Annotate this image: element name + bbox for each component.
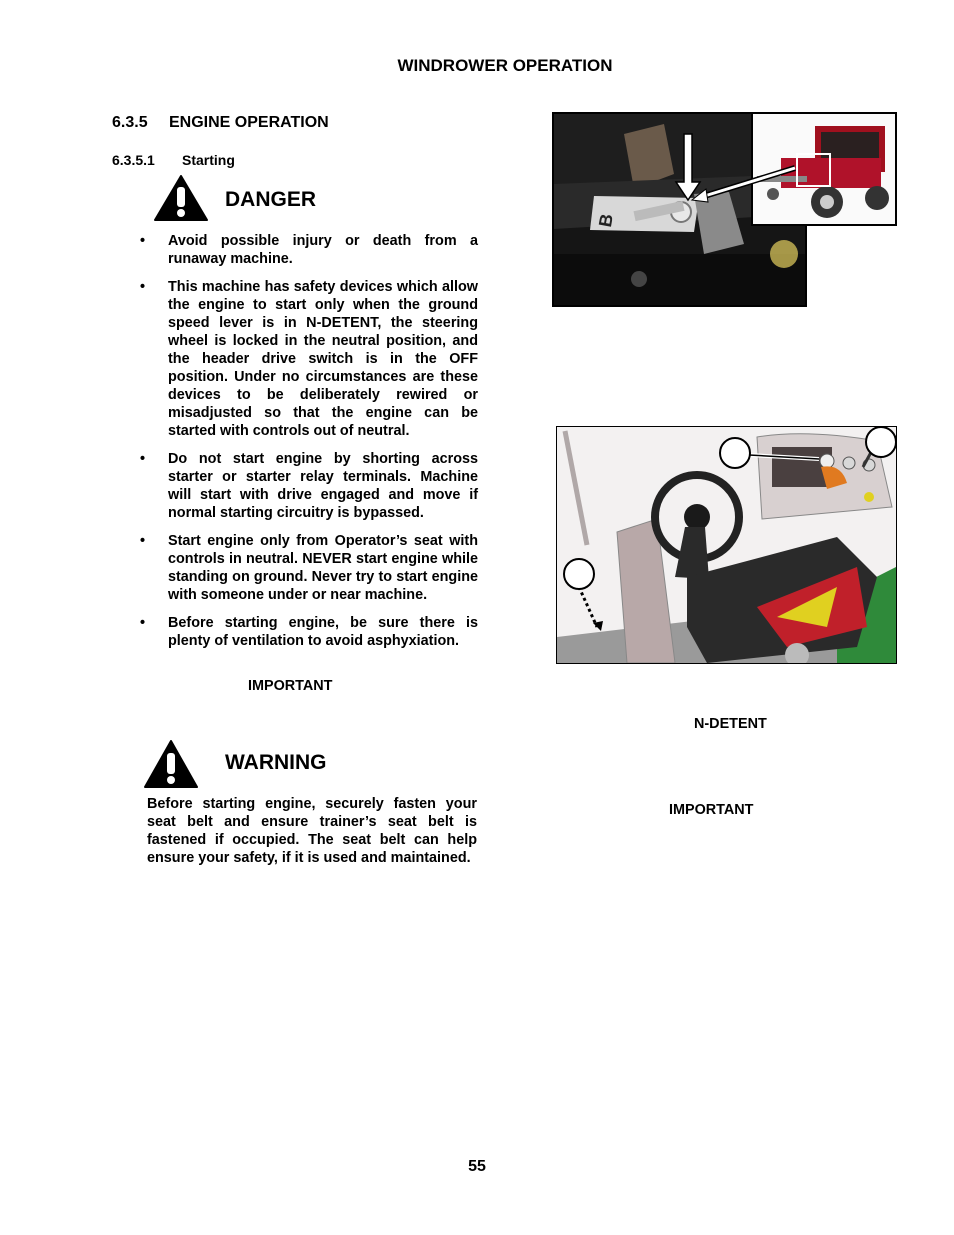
bullet-icon: • [140,451,146,467]
warning-triangle-icon [143,739,199,789]
danger-bullet-list [140,232,478,660]
callout-circle-2-icon [864,425,898,459]
section-number: 6.3.5 [112,114,148,131]
subsection-title: Starting [182,152,235,168]
danger-title: DANGER [225,188,317,211]
subsection-heading [112,152,235,168]
bullet-icon: • [140,279,146,295]
callout-circle-3-icon [562,557,596,591]
important-right-label: IMPORTANT [669,802,754,818]
callout-circle-1-icon [718,436,752,470]
danger-triangle-icon [153,174,209,222]
list-item: • Before starting engine, be sure there is plenty of ventilation to avoid asphyxiation. [140,615,478,649]
list-item: • Avoid possible injury or death from a runaway machine. [140,233,478,267]
danger-sign [153,174,209,222]
warning-sign [143,739,199,789]
section-heading [112,114,329,132]
section-title: ENGINE OPERATION [169,114,329,131]
warning-body: Before starting engine, securely fasten your seat belt and ensure trainer’s seat belt is fastened if occupied. The seat belt can help ensure your safety, if it is used and maintained. [147,796,477,866]
warning-title: WARNING [225,751,327,774]
bullet-icon: • [140,615,146,631]
inset-pointer-arrow [690,160,810,210]
list-item: • Start engine only from Operator’s seat with controls in neutral. NEVER start engine while standing on ground. Never try to start engine with someone under or near machine. [140,533,478,603]
page-number: 55 [468,1158,486,1175]
subsection-number: 6.3.5.1 [112,152,155,168]
list-item: • Do not start engine by shorting across starter or starter relay terminals. Machine will start with drive engaged and move if normal starting circuitry is bypassed. [140,451,478,521]
decal-label: B [595,212,617,229]
important-label: IMPORTANT [248,678,333,694]
list-item: • This machine has safety devices which allow the engine to start only when the ground speed lever is in N-DETENT, the steering wheel is locked in the neutral position, and the header drive switch is in the OFF position. Under no circumstances are these devices to be deliberately rewired or misadjusted so that the engine can be started with controls out of neutral. [140,279,478,439]
bullet-icon: • [140,233,146,249]
running-header: WINDROWER OPERATION [397,56,613,75]
bullet-icon: • [140,533,146,549]
n-detent-label: N-DETENT [694,716,767,732]
